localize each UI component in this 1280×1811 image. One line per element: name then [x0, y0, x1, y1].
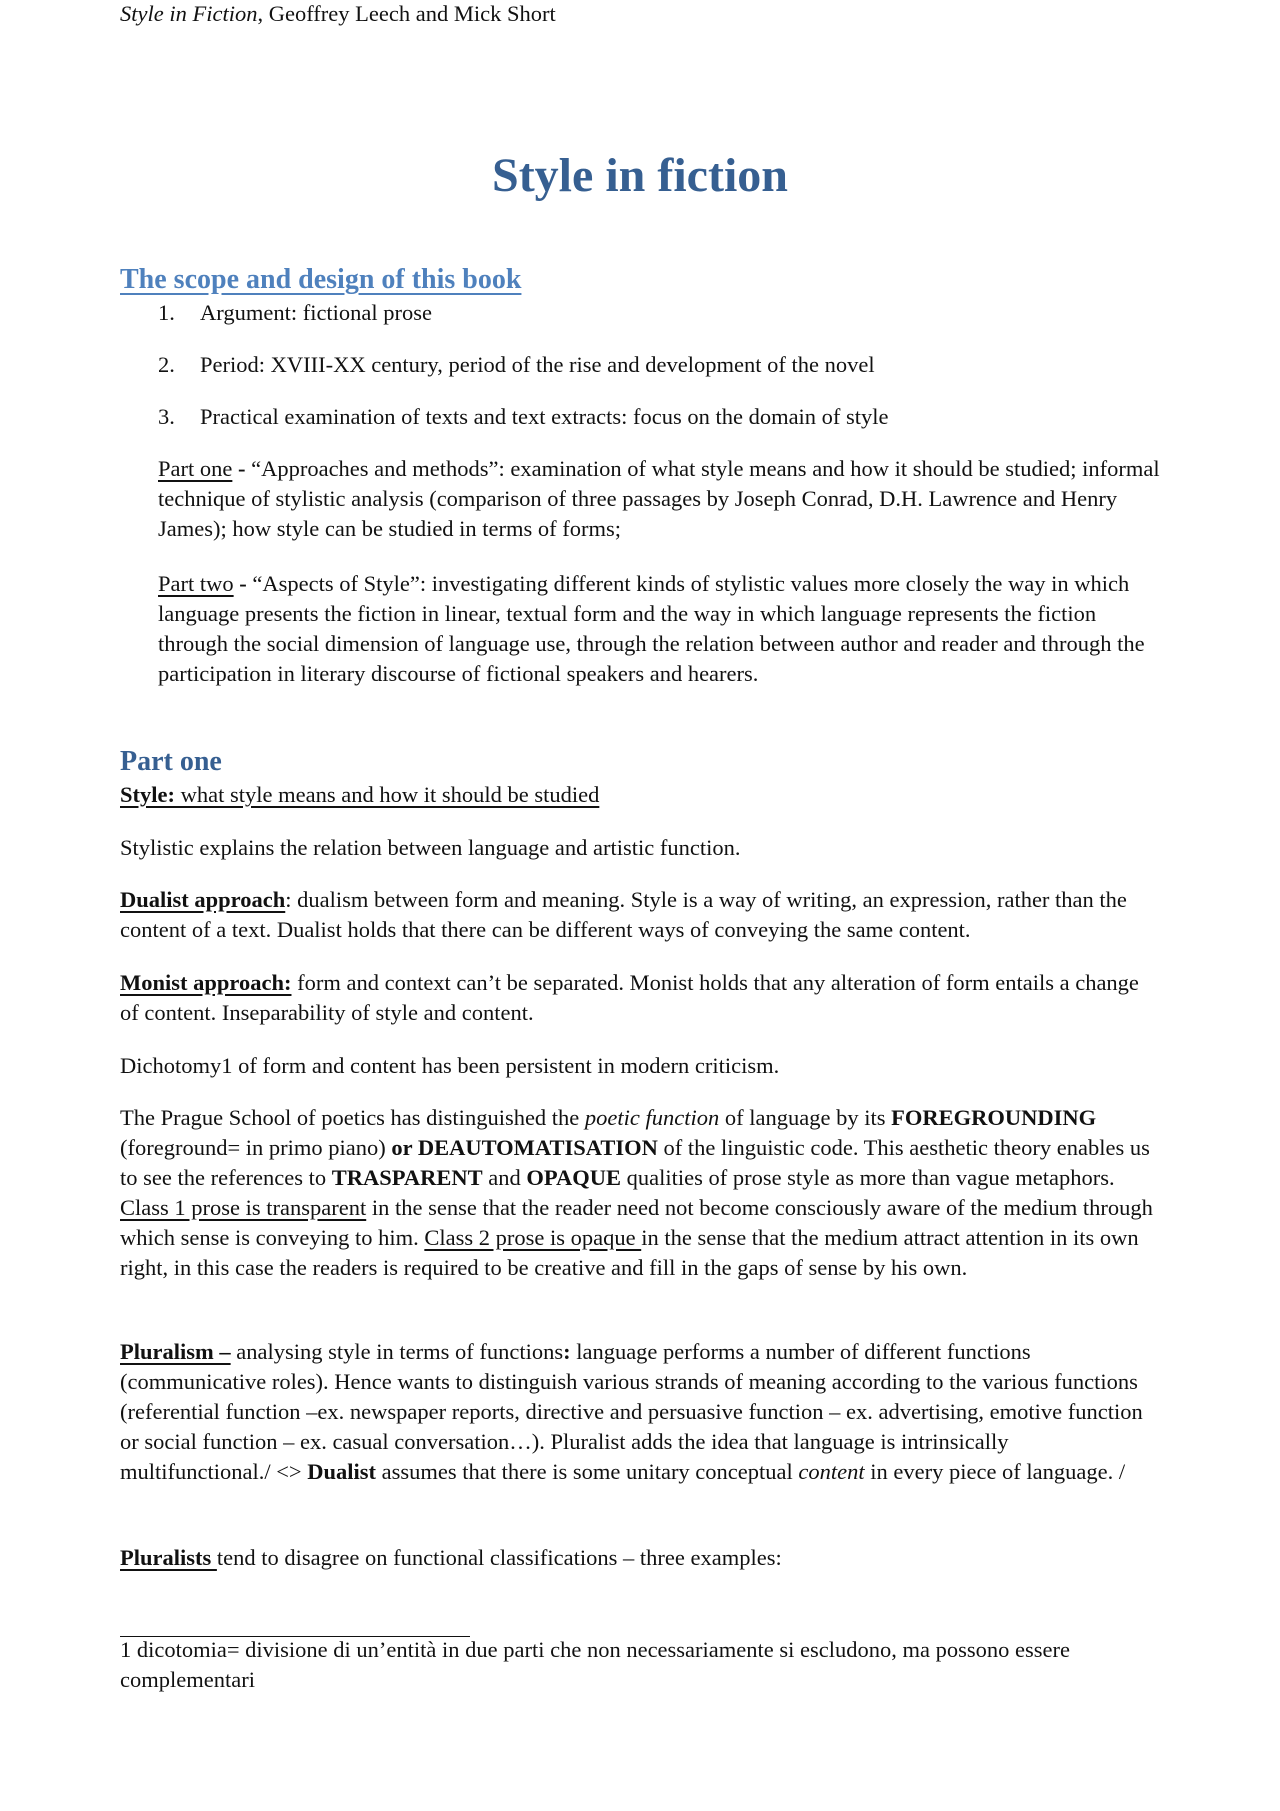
pluralists-paragraph — [120, 1543, 1160, 1573]
part-one-summary — [158, 454, 1160, 544]
list-number: 3. — [158, 404, 175, 429]
header-authors: , Geoffrey Leech and Mick Short — [257, 1, 556, 26]
dualist-text: : dualism between form and meaning. Style is a way of writing, an expression, rather than the content of a text. Dualist holds that there can be different ways of conveying the same content. — [120, 887, 1127, 942]
opaque-term: OPAQUE — [526, 1165, 621, 1190]
list-item — [158, 298, 432, 328]
part-one-heading: Part one — [120, 746, 222, 777]
dichotomy-paragraph: Dichotomy1 of form and content has been persistent in modern criticism. — [120, 1053, 780, 1078]
prague-paragraph: The Prague School of poetics has distinguished the poetic function of language by its FOREGROUNDING (foreground= in primo piano) or DEAUTOMATISATION of the linguistic code. This aesthetic theory enables us to see the references to TRASPARENT and OPAQUE qualities of prose style as more than vague metaphors. Class 1 prose is transparent in the sense that the reader need not become consciously aware of the medium through which sense is conveying to him. Class 2 prose is opaque in the sense that the medium attract attention in its own right, in this case the readers is required to be creative and fill in the gaps of sense by his own. — [120, 1105, 1153, 1280]
pluralism-label: Pluralism – — [120, 1339, 231, 1364]
trasparent-term: TRASPARENT — [331, 1165, 483, 1190]
list-item — [158, 402, 889, 432]
stylistic-paragraph: Stylistic explains the relation between language and artistic function. — [120, 835, 741, 860]
part-two-text: “Aspects of Style”: investigating different kinds of stylistic values more closely the way in which language presents the fiction in linear, textual form and the way in which language represents the fiction through the social dimension of language use, through the relation between author and reader and through the participation in literary discourse of fictional speakers and hearers. — [158, 571, 1145, 686]
foregrounding-term: FOREGROUNDING — [891, 1105, 1097, 1130]
poetic-function-term: poetic function — [584, 1105, 720, 1130]
running-header — [120, 0, 556, 28]
monist-label: Monist approach: — [120, 970, 292, 995]
dualist-label: Dualist approach — [120, 887, 286, 912]
list-text: Period: XVIII-XX century, period of the rise and development of the novel — [200, 352, 875, 377]
pluralists-label: Pluralists — [120, 1545, 217, 1570]
style-subheading-text: what style means and how it should be studied — [175, 782, 600, 807]
list-item — [158, 350, 875, 380]
deautomatisation-term: or DEAUTOMATISATION — [391, 1135, 658, 1160]
monist-text: form and context can’t be separated. Monist holds that any alteration of form entails a change of content. Inseparability of style and content. — [120, 970, 1139, 1025]
part-two-summary — [158, 569, 1160, 689]
footnote: 1 dicotomia= divisione di un’entità in due parti che non necessariamente si escludono, ma possono essere complementari — [120, 1637, 1070, 1692]
style-subheading — [120, 780, 1160, 810]
pluralists-text: tend to disagree on functional classifications – three examples: — [216, 1545, 782, 1570]
list-text: Practical examination of texts and text extracts: focus on the domain of style — [200, 404, 889, 429]
document-title: Style in fiction — [492, 149, 788, 202]
part-one-text: “Approaches and methods”: examination of what style means and how it should be studied; informal technique of stylistic analysis (comparison of three passages by Joseph Conrad, D.H. Lawrence and Henry James); how style can be studied in terms of forms; — [158, 456, 1160, 541]
list-number: 1. — [158, 300, 175, 325]
dualist-paragraph — [120, 885, 1160, 945]
header-book-title: Style in Fiction — [120, 1, 258, 26]
pluralism-paragraph: Pluralism – analysing style in terms of functions: language performs a number of different functions (communicative roles). Hence wants to distinguish various strands of meaning according to the various functions (referential function –ex. newspaper reports, directive and persuasive function – ex. advertising, emotive function or social function – ex. casual conversation…). Pluralist adds the idea that language is intrinsically multifunctional./ <> Dualist assumes that there is some unitary conceptual content in every piece of language. / — [120, 1339, 1143, 1484]
dualist-term: Dualist — [307, 1459, 376, 1484]
class-1-prose: Class 1 prose is transparent — [120, 1195, 367, 1220]
part-one-label: Part one — [158, 456, 233, 481]
separator: - — [233, 571, 253, 596]
list-number: 2. — [158, 352, 175, 377]
part-two-label: Part two — [158, 571, 234, 596]
style-label: Style: — [120, 782, 175, 807]
monist-paragraph — [120, 968, 1160, 1028]
separator: - — [232, 456, 252, 481]
list-text: Argument: fictional prose — [200, 300, 433, 325]
class-2-prose: Class 2 prose is opaque — [424, 1225, 642, 1250]
content-term: content — [798, 1459, 865, 1484]
scope-heading: The scope and design of this book — [120, 264, 522, 295]
